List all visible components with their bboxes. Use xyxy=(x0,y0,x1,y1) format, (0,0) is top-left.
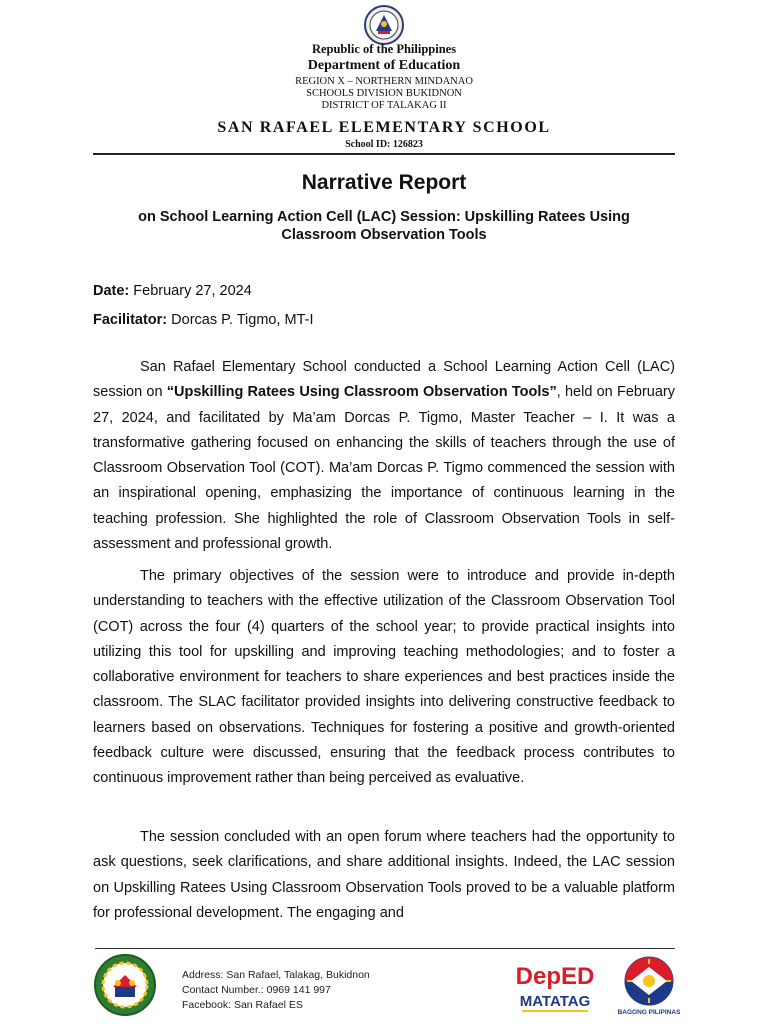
session-title-emphasis: “Upskilling Ratees Using Classroom Observation Tools” xyxy=(166,384,557,401)
deped-seal-icon xyxy=(352,5,416,45)
region-line: REGION X – NORTHERN MINDANAO xyxy=(295,76,473,87)
deped-logo-text: DepED xyxy=(516,963,594,990)
footer-address: Address: San Rafael, Talakag, Bukidnon xyxy=(182,969,370,981)
department-line: Department of Education xyxy=(307,58,461,73)
date-label: Date: xyxy=(93,283,130,299)
school-name: SAN RAFAEL ELEMENTARY SCHOOL xyxy=(217,119,551,136)
division-line: SCHOOLS DIVISION BUKIDNON xyxy=(306,88,462,99)
matatag-text: MATATAG xyxy=(519,993,591,1010)
facilitator-label: Facilitator: xyxy=(93,312,168,328)
facilitator-row xyxy=(93,312,314,328)
paragraph-2: The primary objectives of the session were to introduce and provide in-depth understanding to teachers with the effective utilization of the Classroom Observation Tool (COT) across the four (4) quarters of the school year; to provide practical insights into utilizing this tool for upskilling and improving teaching methodologies; and to foster a collaborative environment for teachers to share experiences and best practices inside the classroom. The SLAC facilitator provided insights into delivering constructive feedback to learners based on observations. Techniques for fostering a positive and growth-oriented feedback culture were discussed, ensuring that the feedback process contributes to continuous improvement rather than being perceived as evaluative. xyxy=(93,568,675,787)
paragraph-1-text: San Rafael Elementary School conducted a School Learning Action Cell (LAC) session on xyxy=(93,359,675,401)
header-divider xyxy=(93,153,675,155)
district-line: DISTRICT OF TALAKAG II xyxy=(321,100,447,111)
paragraph-1-rest: , held on February 27, 2024, and facilitated by Ma’am Dorcas P. Tigmo, Master Teacher – I. It was a transformative gathering focused on enhancing the skills of teachers through the use of Classroom Observation Tool (COT). Ma’am Dorcas P. Tigmo commenced the session with an inspirational opening, emphasizing the importance of continuous learning in the teaching profession. She highlighted the role of Classroom Observation Tools in self-assessment and professional growth. xyxy=(93,384,675,553)
bagong-pilipinas-text: BAGONG PILIPINAS xyxy=(617,1009,681,1016)
footer-facebook: Facebook: San Rafael ES xyxy=(182,999,303,1011)
date-value: February 27, 2024 xyxy=(129,283,252,299)
footer-divider xyxy=(95,948,675,949)
republic-line: Republic of the Philippines xyxy=(311,42,457,56)
date-row xyxy=(93,283,252,299)
facilitator-value: Dorcas P. Tigmo, MT-I xyxy=(167,312,314,328)
footer-contact: Contact Number.: 0969 141 997 xyxy=(182,984,331,996)
report-title: Narrative Report xyxy=(301,171,467,194)
paragraph-3: The session concluded with an open forum where teachers had the opportunity to ask questions, seek clarifications, and share additional insights. Indeed, the LAC session on Upskilling Ratees Using Classroom Observation Tools proved to be a valuable platform for professional development. The engaging and xyxy=(93,829,675,921)
report-subtitle: on School Learning Action Cell (LAC) Session: Upskilling Ratees Using Classroom Observation Tools xyxy=(138,209,630,243)
bagong-pilipinas-logo xyxy=(609,953,689,1017)
paragraph-1 xyxy=(93,355,675,557)
school-id: School ID: 126823 xyxy=(345,139,423,150)
deped-matatag-logo xyxy=(516,956,594,1018)
school-logo-icon xyxy=(93,953,157,1017)
